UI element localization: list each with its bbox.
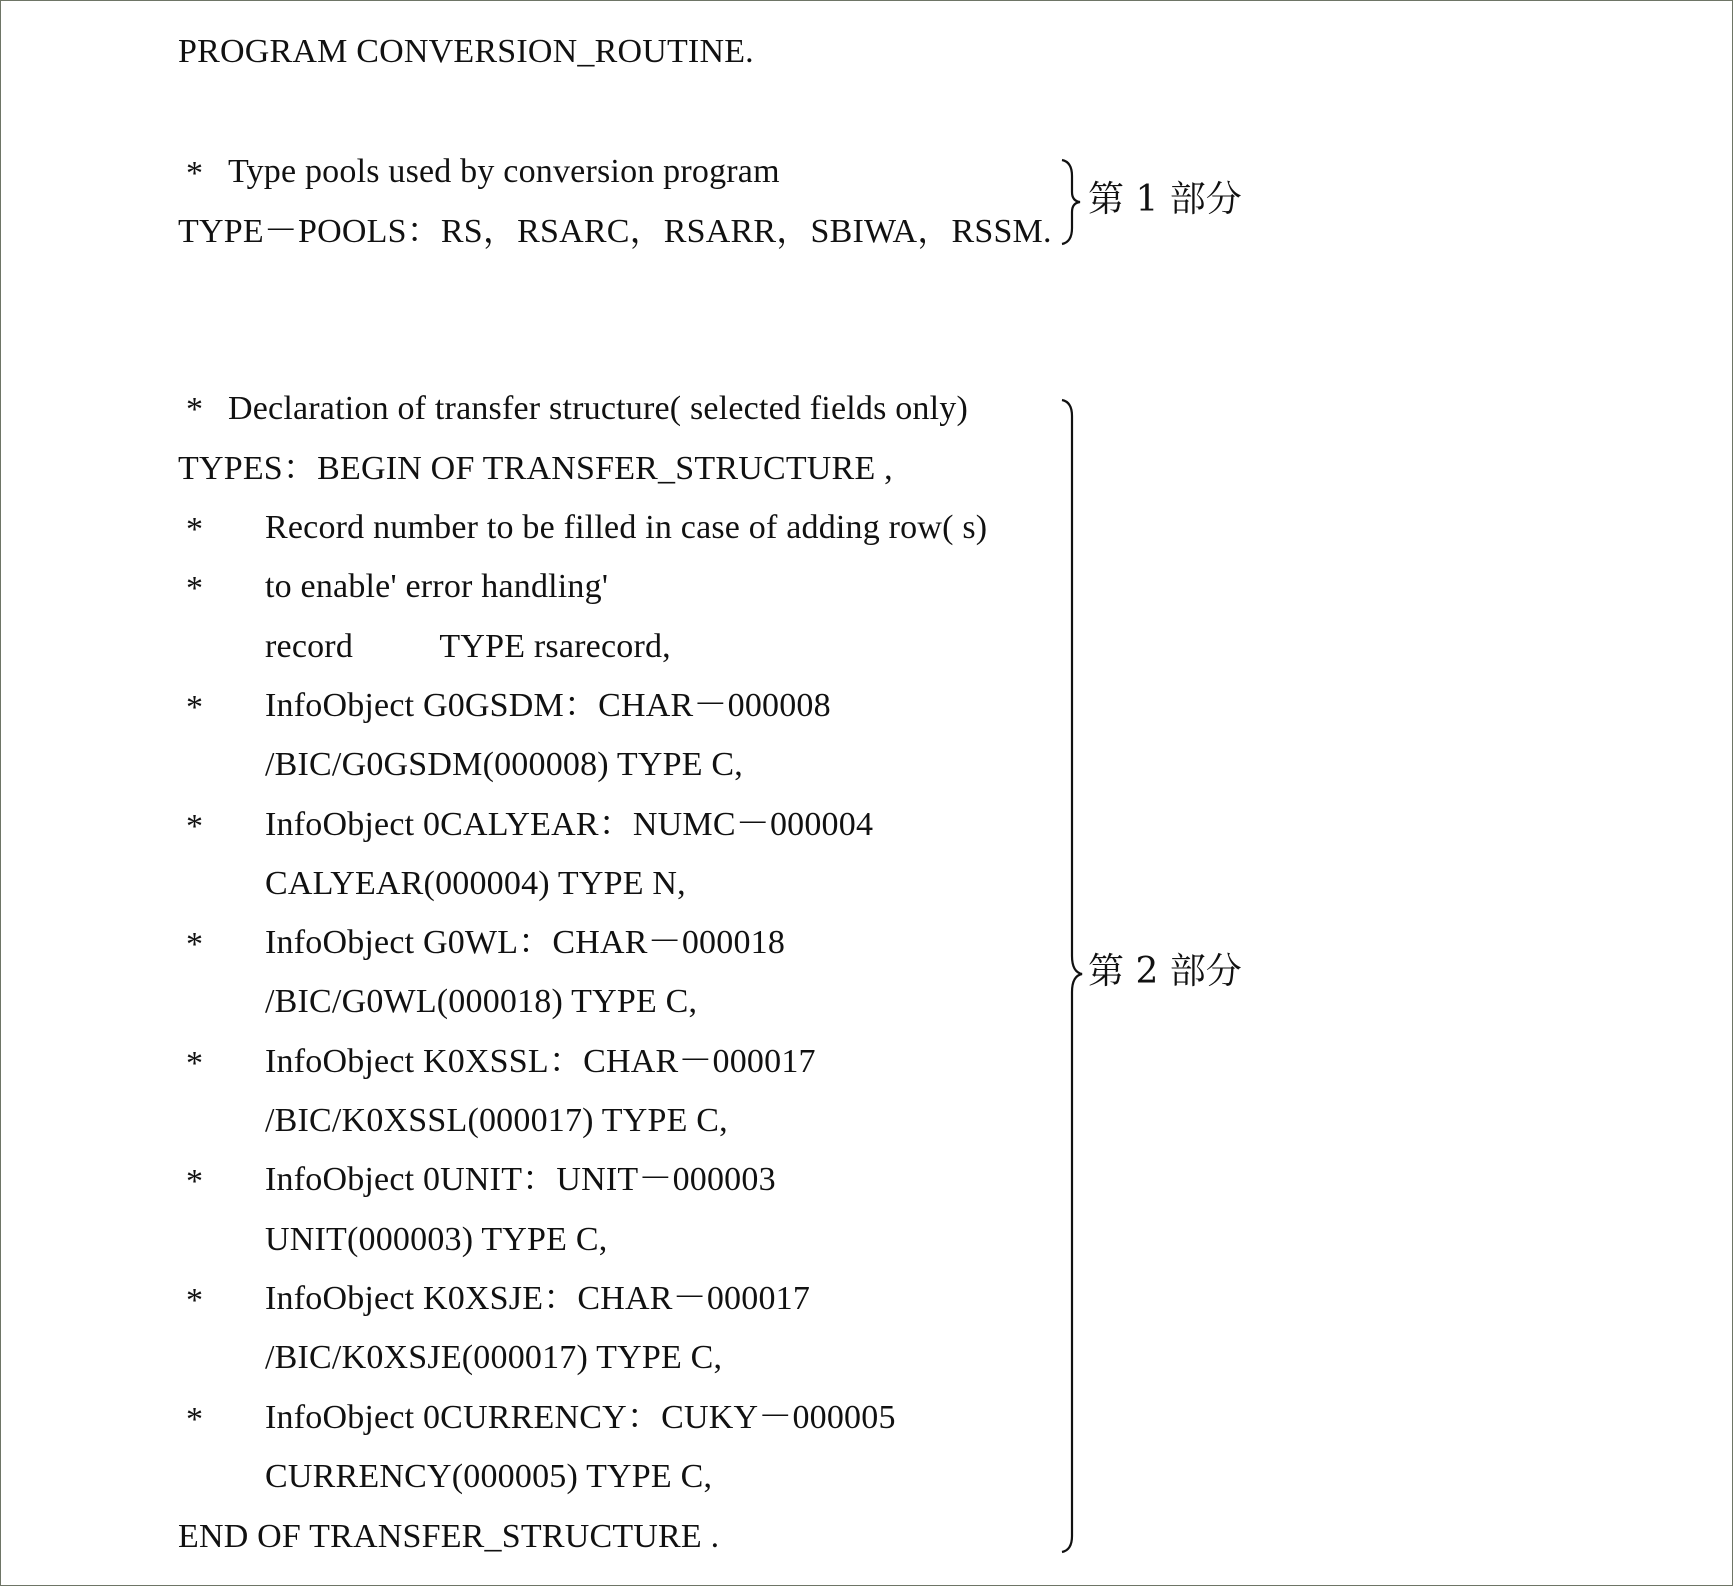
field-comment-line: InfoObject 0CALYEAR：NUMC－000004: [265, 806, 874, 843]
comment-marker: *: [186, 511, 203, 548]
field-declaration-line: /BIC/G0GSDM(000008) TYPE C,: [265, 746, 743, 783]
field-comment-line: to enable' error handling': [265, 568, 609, 605]
comment-marker: *: [186, 808, 203, 845]
field-declaration-line: /BIC/K0XSJE(000017) TYPE C,: [265, 1339, 723, 1376]
section1-comment: Type pools used by conversion program: [228, 153, 780, 190]
section1-brace: [1060, 158, 1084, 246]
comment-marker: *: [186, 1282, 203, 1319]
types-end: END OF TRANSFER_STRUCTURE .: [178, 1518, 720, 1555]
field-comment-line: InfoObject K0XSSL：CHAR－000017: [265, 1043, 816, 1080]
program-line: PROGRAM CONVERSION_ROUTINE.: [178, 33, 754, 70]
comment-marker: *: [186, 1045, 203, 1082]
comment-marker: *: [186, 1163, 203, 1200]
field-declaration-line: CURRENCY(000005) TYPE C,: [265, 1458, 713, 1495]
comment-marker: *: [186, 391, 203, 428]
field-comment-line: InfoObject G0GSDM：CHAR－000008: [265, 687, 831, 724]
comment-marker: *: [186, 570, 203, 607]
comment-marker: *: [186, 155, 203, 192]
field-comment-line: Record number to be filled in case of adding row( s): [265, 509, 988, 546]
section2-comment: Declaration of transfer structure( selected fields only): [228, 390, 968, 427]
field-declaration-line: UNIT(000003) TYPE C,: [265, 1221, 608, 1258]
field-declaration-line: /BIC/K0XSSL(000017) TYPE C,: [265, 1102, 728, 1139]
comment-marker: *: [186, 689, 203, 726]
field-declaration-line: CALYEAR(000004) TYPE N,: [265, 865, 686, 902]
field-declaration-line: record TYPE rsarecord,: [265, 628, 671, 665]
section1-type-pools: TYPE－POOLS：RS，RSARC，RSARR，SBIWA，RSSM.: [178, 213, 1052, 250]
field-declaration-line: /BIC/G0WL(000018) TYPE C,: [265, 983, 698, 1020]
section2-label: 第 2 部分: [1088, 951, 1242, 992]
section1-label: 第 1 部分: [1088, 179, 1242, 220]
comment-marker: *: [186, 1401, 203, 1438]
field-comment-line: InfoObject 0UNIT：UNIT－000003: [265, 1161, 776, 1198]
field-comment-line: InfoObject K0XSJE：CHAR－000017: [265, 1280, 811, 1317]
comment-marker: *: [186, 926, 203, 963]
types-begin: TYPES：BEGIN OF TRANSFER_STRUCTURE ,: [178, 450, 893, 487]
field-comment-line: InfoObject 0CURRENCY：CUKY－000005: [265, 1399, 896, 1436]
field-comment-line: InfoObject G0WL：CHAR－000018: [265, 924, 786, 961]
section2-brace: [1060, 398, 1086, 1554]
